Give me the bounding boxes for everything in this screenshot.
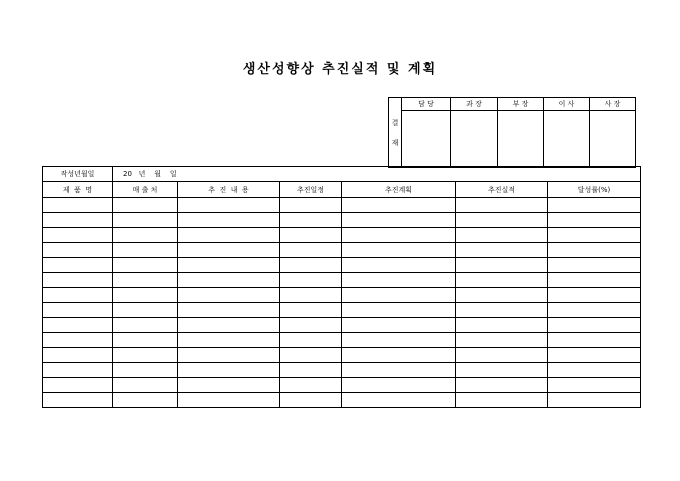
cell-schedule[interactable] — [280, 273, 342, 288]
cell-achievement-rate[interactable] — [548, 213, 641, 228]
table-row — [43, 378, 641, 393]
approval-sign-staff[interactable] — [402, 111, 451, 168]
cell-achievement-rate[interactable] — [548, 378, 641, 393]
cell-customer[interactable] — [113, 288, 178, 303]
cell-plan[interactable] — [342, 393, 456, 408]
cell-schedule[interactable] — [280, 288, 342, 303]
cell-result[interactable] — [456, 303, 548, 318]
table-row — [43, 243, 641, 258]
approval-side-label — [389, 98, 402, 168]
cell-result[interactable] — [456, 318, 548, 333]
approval-header-director: 이 사 — [544, 98, 590, 111]
cell-product[interactable] — [43, 258, 113, 273]
cell-product[interactable] — [43, 318, 113, 333]
cell-product[interactable] — [43, 228, 113, 243]
cell-schedule[interactable] — [280, 213, 342, 228]
approval-sign-department-head[interactable] — [498, 111, 544, 168]
table-row — [43, 258, 641, 273]
cell-achievement-rate[interactable] — [548, 228, 641, 243]
approval-side-label-top: 결 — [391, 118, 399, 127]
cell-customer[interactable] — [113, 228, 178, 243]
cell-customer[interactable] — [113, 318, 178, 333]
approval-side-label-bottom: 재 — [391, 138, 399, 147]
cell-schedule[interactable] — [280, 318, 342, 333]
cell-result[interactable] — [456, 243, 548, 258]
table-row — [43, 198, 641, 213]
cell-content[interactable] — [178, 333, 280, 348]
cell-product[interactable] — [43, 273, 113, 288]
cell-product[interactable] — [43, 213, 113, 228]
cell-schedule[interactable] — [280, 348, 342, 363]
cell-schedule[interactable] — [280, 303, 342, 318]
cell-product[interactable] — [43, 393, 113, 408]
column-header-row — [43, 182, 641, 198]
cell-result[interactable] — [456, 363, 548, 378]
cell-product[interactable] — [43, 198, 113, 213]
cell-content[interactable] — [178, 228, 280, 243]
cell-result[interactable] — [456, 198, 548, 213]
approval-header-department-head: 부 장 — [498, 98, 544, 111]
cell-plan[interactable] — [342, 198, 456, 213]
cell-result[interactable] — [456, 348, 548, 363]
table-row — [43, 318, 641, 333]
cell-plan[interactable] — [342, 348, 456, 363]
cell-plan[interactable] — [342, 378, 456, 393]
column-header-plan: 추진계획 — [342, 182, 456, 198]
cell-achievement-rate[interactable] — [548, 288, 641, 303]
table-row — [43, 213, 641, 228]
approval-header-section-chief: 과 장 — [451, 98, 498, 111]
cell-product[interactable] — [43, 378, 113, 393]
cell-customer[interactable] — [113, 258, 178, 273]
table-row — [43, 348, 641, 363]
column-header-product: 제 품 명 — [43, 182, 113, 198]
cell-content[interactable] — [178, 393, 280, 408]
cell-schedule[interactable] — [280, 198, 342, 213]
table-row — [43, 273, 641, 288]
cell-result[interactable] — [456, 213, 548, 228]
column-header-customer: 매 출 처 — [113, 182, 178, 198]
cell-plan[interactable] — [342, 333, 456, 348]
cell-content[interactable] — [178, 303, 280, 318]
cell-result[interactable] — [456, 333, 548, 348]
cell-customer[interactable] — [113, 348, 178, 363]
approval-sign-director[interactable] — [544, 111, 590, 168]
progress-table — [42, 166, 641, 408]
cell-plan[interactable] — [342, 288, 456, 303]
date-row — [43, 167, 641, 182]
cell-customer[interactable] — [113, 243, 178, 258]
approval-header-president: 사 장 — [590, 98, 636, 111]
cell-product[interactable] — [43, 303, 113, 318]
cell-schedule[interactable] — [280, 378, 342, 393]
cell-content[interactable] — [178, 273, 280, 288]
cell-achievement-rate[interactable] — [548, 363, 641, 378]
cell-plan[interactable] — [342, 243, 456, 258]
cell-plan[interactable] — [342, 363, 456, 378]
cell-achievement-rate[interactable] — [548, 318, 641, 333]
cell-product[interactable] — [43, 333, 113, 348]
cell-schedule[interactable] — [280, 258, 342, 273]
approval-sign-president[interactable] — [590, 111, 636, 168]
cell-result[interactable] — [456, 258, 548, 273]
cell-content[interactable] — [178, 213, 280, 228]
cell-schedule[interactable] — [280, 393, 342, 408]
cell-achievement-rate[interactable] — [548, 273, 641, 288]
document-title: 생산성향상 추진실적 및 계획 — [242, 62, 438, 77]
approval-header-staff: 담 당 — [402, 98, 451, 111]
column-header-content: 추 진 내 용 — [178, 182, 280, 198]
cell-achievement-rate[interactable] — [548, 333, 641, 348]
cell-product[interactable] — [43, 363, 113, 378]
table-row — [43, 363, 641, 378]
table-row — [43, 303, 641, 318]
cell-schedule[interactable] — [280, 363, 342, 378]
cell-product[interactable] — [43, 243, 113, 258]
cell-customer[interactable] — [113, 213, 178, 228]
table-row — [43, 288, 641, 303]
cell-schedule[interactable] — [280, 333, 342, 348]
column-header-achievement-rate: 달성률(%) — [548, 182, 641, 198]
cell-customer[interactable] — [113, 273, 178, 288]
cell-content[interactable] — [178, 348, 280, 363]
cell-product[interactable] — [43, 348, 113, 363]
cell-customer[interactable] — [113, 303, 178, 318]
table-row — [43, 228, 641, 243]
cell-achievement-rate[interactable] — [548, 303, 641, 318]
cell-content[interactable] — [178, 363, 280, 378]
cell-result[interactable] — [456, 273, 548, 288]
approval-table — [388, 97, 636, 168]
cell-content[interactable] — [178, 198, 280, 213]
cell-achievement-rate[interactable] — [548, 243, 641, 258]
date-value[interactable]: 20 년 월 일 — [113, 167, 641, 182]
cell-customer[interactable] — [113, 363, 178, 378]
cell-product[interactable] — [43, 288, 113, 303]
cell-customer[interactable] — [113, 378, 178, 393]
cell-customer[interactable] — [113, 333, 178, 348]
cell-result[interactable] — [456, 378, 548, 393]
cell-plan[interactable] — [342, 258, 456, 273]
table-row — [43, 333, 641, 348]
approval-sign-section-chief[interactable] — [451, 111, 498, 168]
cell-achievement-rate[interactable] — [548, 198, 641, 213]
cell-customer[interactable] — [113, 393, 178, 408]
cell-plan[interactable] — [342, 318, 456, 333]
column-header-schedule: 추진일정 — [280, 182, 342, 198]
cell-content[interactable] — [178, 243, 280, 258]
cell-result[interactable] — [456, 393, 548, 408]
date-label: 작성년월일 — [43, 167, 113, 182]
cell-plan[interactable] — [342, 303, 456, 318]
cell-customer[interactable] — [113, 198, 178, 213]
cell-plan[interactable] — [342, 213, 456, 228]
column-header-result: 추진실적 — [456, 182, 548, 198]
cell-content[interactable] — [178, 288, 280, 303]
cell-content[interactable] — [178, 378, 280, 393]
cell-plan[interactable] — [342, 228, 456, 243]
table-row — [43, 393, 641, 408]
cell-content[interactable] — [178, 258, 280, 273]
cell-achievement-rate[interactable] — [548, 258, 641, 273]
cell-content[interactable] — [178, 318, 280, 333]
cell-schedule[interactable] — [280, 228, 342, 243]
cell-achievement-rate[interactable] — [548, 393, 641, 408]
cell-schedule[interactable] — [280, 243, 342, 258]
cell-result[interactable] — [456, 288, 548, 303]
cell-result[interactable] — [456, 228, 548, 243]
cell-plan[interactable] — [342, 273, 456, 288]
cell-achievement-rate[interactable] — [548, 348, 641, 363]
